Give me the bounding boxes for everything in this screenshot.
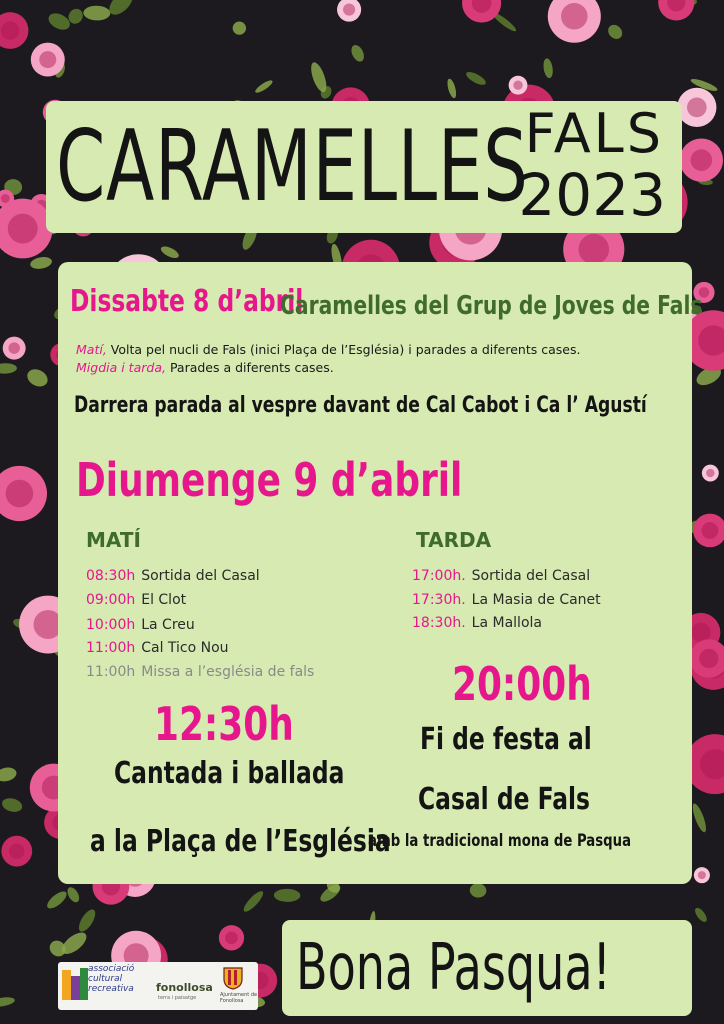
title-panel — [46, 101, 682, 233]
title-year: 2023 — [518, 161, 666, 229]
saturday-morning-line: Matí, Volta pel nucli de Fals (inici Plaça de l’Església) i parades a diferents cases. — [76, 342, 581, 357]
saturday-event: Caramelles del Grup de Joves de Fals — [280, 291, 703, 321]
afternoon-item: 17:00h. Sortida del Casal — [412, 568, 591, 584]
morning-item: 10:00h La Creu — [86, 617, 195, 633]
evening-line1: Fi de festa al — [420, 722, 592, 757]
afternoon-item: 17:30h. La Masia de Canet — [412, 592, 601, 608]
morning-heading: MATÍ — [86, 528, 141, 552]
acr-logo-text: associació cultural recreativa — [88, 964, 135, 994]
afternoon-item: 18:30h. La Mallola — [412, 615, 542, 631]
sunday-date: Diumenge 9 d’abril — [76, 453, 463, 507]
morning-item: 09:00h El Clot — [86, 592, 187, 608]
fonollosa-tagline: terra i paisatge — [158, 995, 197, 1001]
poster-title: CARAMELLES — [56, 110, 529, 224]
fonollosa-logo: fonollosa — [156, 981, 213, 994]
evening-line3: amb la tradicional mona de Pasqua — [368, 831, 632, 851]
afternoon-heading: TARDA — [416, 528, 492, 552]
evening-line2: Casal de Fals — [418, 782, 590, 817]
sponsor-logos — [58, 962, 258, 1010]
saturday-afternoon-line: Migdia i tarda, Parades a diferents cases. — [76, 360, 334, 375]
last-stop: Darrera parada al vespre davant de Cal Cabot i Ca l’ Agustí — [74, 393, 647, 418]
greeting-panel — [282, 920, 692, 1016]
saturday-date: Dissabte 8 d’abril — [70, 284, 304, 319]
morning-item: 08:30h Sortida del Casal — [86, 568, 260, 584]
evening-time: 20:00h — [452, 657, 592, 711]
ajuntament-shield-icon — [222, 966, 244, 990]
ajuntament-text: Ajuntament de Fonollosa — [220, 992, 258, 1004]
title-place: FALS — [524, 102, 664, 165]
programme-panel — [58, 262, 703, 884]
greeting-text: Bona Pasqua! — [296, 931, 612, 1005]
acr-logo-icon — [60, 964, 90, 1004]
morning-item: 11:00h Cal Tico Nou — [86, 640, 229, 656]
midday-line1: Cantada i ballada — [114, 756, 345, 791]
midday-time: 12:30h — [154, 697, 294, 751]
midday-line2: a la Plaça de l’Església — [90, 824, 391, 859]
morning-item: 11:00h Missa a l’església de fals — [86, 664, 315, 680]
